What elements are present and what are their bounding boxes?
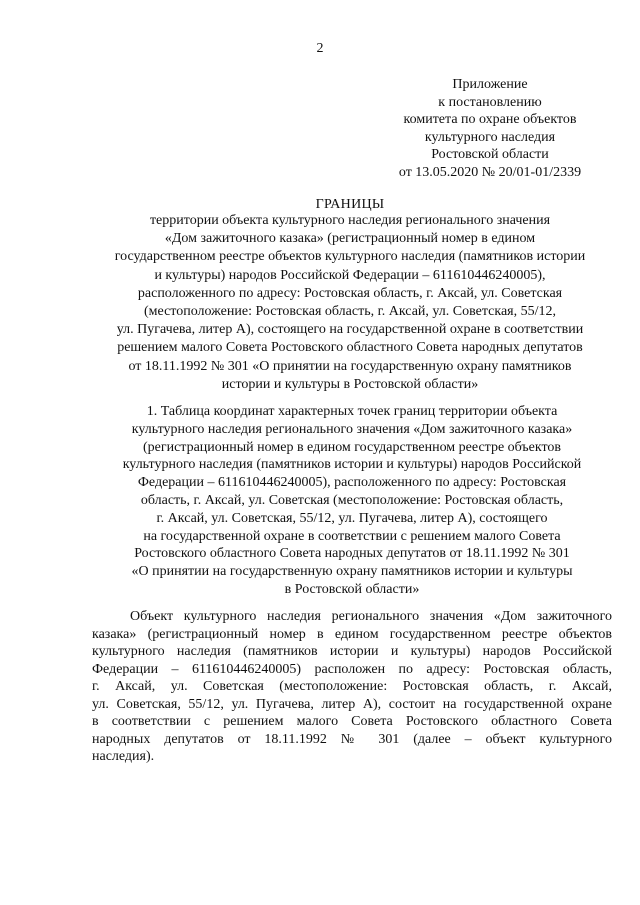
body-paragraph	[92, 608, 612, 766]
section-line: культурного наследия (памятников истории и культуры) народов Российской	[122, 457, 582, 473]
appendix-date-line: от 13.05.2020 № 20/01-01/2339	[398, 164, 582, 180]
subtitle-line: истории и культуры в Ростовской области»	[221, 376, 479, 392]
paragraph-line: культурного наследия (памятников истории и культуры) народов Российской	[92, 644, 612, 659]
subtitle-line: и культуры) народов Российской Федерации – 611610446240005),	[154, 267, 546, 283]
paragraph-line: Объект культурного наследия регионального значения «Дом зажиточного	[130, 609, 612, 624]
appendix-line: Приложение	[452, 77, 528, 92]
section-line: на государственной охране в соответствии с решением малого Совета	[143, 528, 561, 544]
paragraph-line: в соответствии с решением малого Совета Ростовского областного Совета	[92, 714, 612, 729]
page-number: 2	[316, 41, 324, 56]
section-1-heading	[92, 403, 612, 599]
subtitle-line: от 18.11.1992 № 301 «О принятии на государственную охрану памятников	[128, 358, 572, 374]
paragraph-line: наследия).	[92, 749, 155, 764]
paragraph-line: казака» (регистрационный номер в едином государственном реестре объектов	[92, 626, 612, 642]
subtitle-line: (местоположение: Ростовская область, г. Аксай, ул. Советская, 55/12,	[144, 304, 556, 320]
section-line: г. Аксай, ул. Советская, 55/12, ул. Пугачева, литер А), состоящего	[156, 510, 548, 526]
paragraph-line: Федерации – 611610446240005) расположен по адресу: Ростовская область,	[92, 661, 612, 677]
section-line: (регистрационный номер в едином государственном реестре объектов	[142, 439, 562, 455]
section-line: 1. Таблица координат характерных точек границ территории объекта	[146, 404, 558, 419]
section-line: культурного наследия регионального значения «Дом зажиточного казака»	[131, 421, 573, 437]
appendix-line: культурного наследия	[424, 129, 556, 145]
paragraph-line: народных депутатов от 18.11.1992 № 301 (далее – объект культурного	[92, 731, 612, 747]
subtitle-line: государственном реестре объектов культурного наследия (памятников истории	[114, 249, 586, 265]
subtitle-line: ул. Пугачева, литер А), состоящего на государственной охране в соответствии	[116, 322, 584, 338]
section-line: область, г. Аксай, ул. Советская (местоположение: Ростовская область,	[140, 492, 564, 508]
appendix-header	[380, 76, 600, 181]
document-subtitle	[90, 212, 610, 394]
paragraph-line: г. Аксай, ул. Советская (местоположение: Ростовская область, г. Аксай,	[92, 679, 612, 694]
appendix-line: к постановлению	[438, 94, 542, 110]
subtitle-line: расположенного по адресу: Ростовская область, г. Аксай, ул. Советская	[137, 285, 563, 301]
subtitle-line: решением малого Совета Ростовского областного Совета народных депутатов	[117, 340, 583, 356]
document-title: ГРАНИЦЫ	[315, 197, 385, 212]
subtitle-line: «Дом зажиточного казака» (регистрационный номер в едином	[164, 231, 536, 247]
paragraph-line: ул. Советская, 55/12, ул. Пугачева, литер А), состоит на государственной охране	[92, 696, 612, 712]
section-line: в Ростовской области»	[284, 581, 420, 597]
subtitle-line: территории объекта культурного наследия регионального значения	[149, 213, 551, 228]
appendix-line: комитета по охране объектов	[403, 112, 577, 127]
appendix-line: Ростовской области	[431, 147, 549, 162]
section-line: Ростовского областного Совета народных депутатов от 18.11.1992 № 301	[134, 546, 570, 562]
section-line: Федерации – 611610446240005), расположенного по адресу: Ростовская	[137, 475, 567, 491]
section-line: «О принятии на государственную охрану памятников истории и культуры	[131, 564, 573, 580]
